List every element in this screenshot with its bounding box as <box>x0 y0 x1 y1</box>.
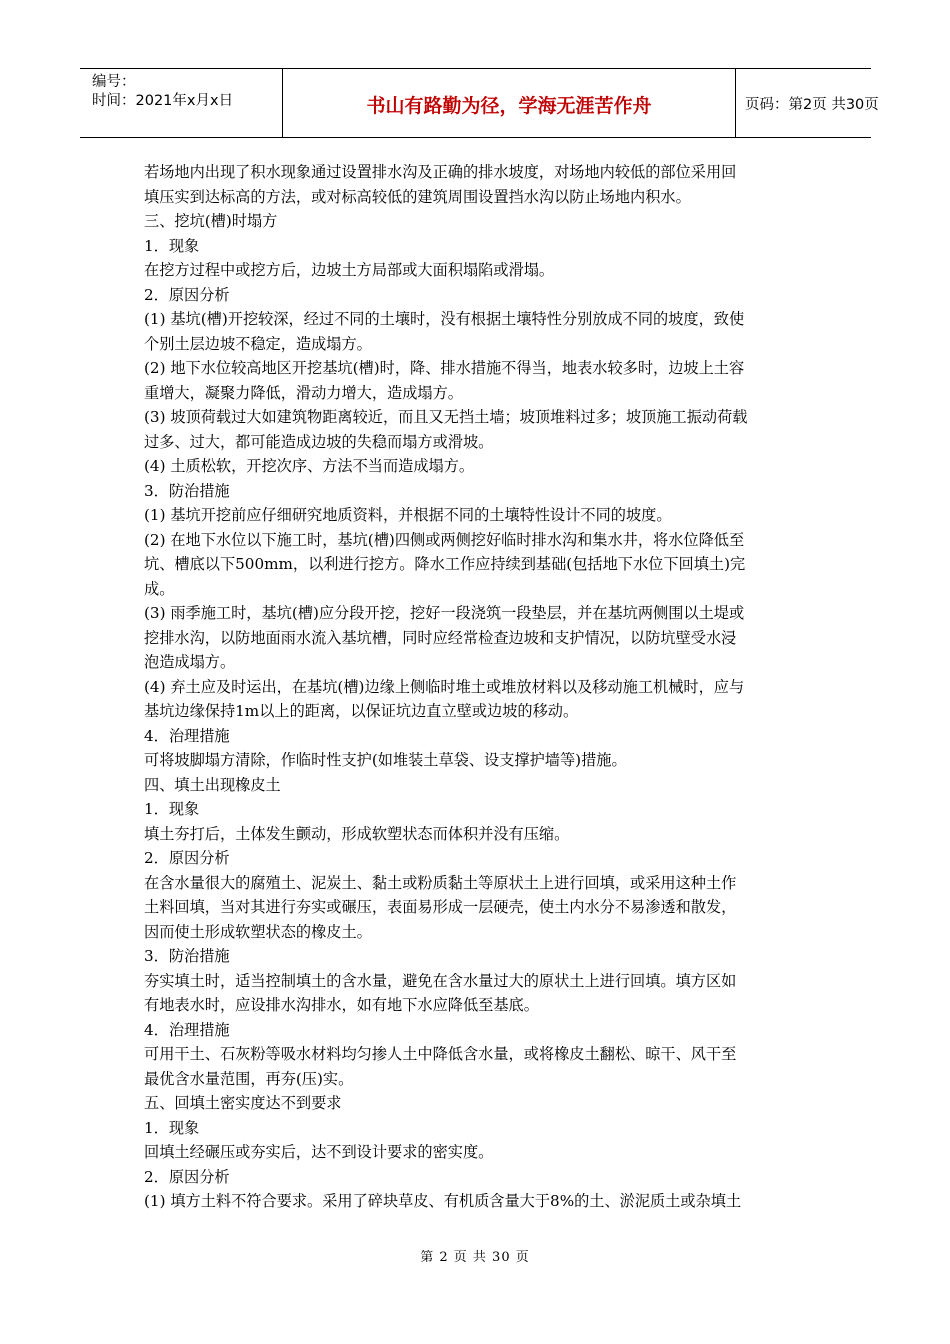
body-line: 重增大，凝聚力降低，滑动力增大，造成塌方。 <box>144 383 463 402</box>
header-page-info: 页码：第2页 共30页 <box>745 96 879 113</box>
body-line: 1．现象 <box>144 800 200 818</box>
header-meta <box>80 69 282 137</box>
body-line: (4) 土质松软，开挖次序、方法不当而造成塌方。 <box>144 457 475 475</box>
body-line: 最优含水量范围，再夯(压)实。 <box>144 1069 354 1088</box>
body-line: 1．现象 <box>144 1118 200 1137</box>
body-line: 3．防治措施 <box>144 947 230 965</box>
body-line: 夯实填土时，适当控制填土的含水量，避免在含水量过大的原状土上进行回填。填方区如 <box>144 971 737 990</box>
body-line: 个别土层边坡不稳定，造成塌方。 <box>144 334 372 353</box>
body-line: 过多、过大，都可能造成边坡的失稳而塌方或滑坡。 <box>144 432 494 451</box>
body-line: (2) 地下水位较高地区开挖基坑(槽)时，降、排水措施不得当，地表水较多时，边坡上土容 <box>144 359 745 377</box>
body-line: 在挖方过程中或挖方后，边坡土方局部或大面积塌陷或滑塌。 <box>144 261 555 279</box>
body-line: (1) 填方土料不符合要求。采用了碎块草皮、有机质含量大于8%的土、淤泥质土或杂填土 <box>144 1192 742 1210</box>
body-line: (2) 在地下水位以下施工时，基坑(槽)四侧或两侧挖好临时排水沟和集水井，将水位降低至 <box>144 530 745 549</box>
body-line: 可用干土、石灰粉等吸水材料均匀掺人土中降低含水量，或将橡皮土翻松、晾干、风干至 <box>144 1045 737 1063</box>
body-line: 填压实到达标高的方法，或对标高较低的建筑周围设置挡水沟以防止场地内积水。 <box>144 187 691 206</box>
body-line: 3．防治措施 <box>144 481 230 500</box>
body-line: (3) 坡顶荷载过大如建筑物距离较近，而且又无挡土墙；坡顶堆料过多；坡顶施工振动荷载 <box>144 408 748 426</box>
document-body <box>144 160 810 1214</box>
body-line: 在含水量很大的腐殖土、泥炭土、黏土或粉质黏土等原状土上进行回填，或采用这种土作 <box>144 873 737 892</box>
body-line: 坑、槽底以下500mm，以利进行挖方。降水工作应持续到基础(包括地下水位下回填土)完 <box>144 555 746 573</box>
body-line: 回填土经碾压或夯实后，达不到设计要求的密实度。 <box>144 1143 494 1161</box>
body-line: 2．原因分析 <box>144 1167 230 1186</box>
body-line: 成。 <box>144 579 175 598</box>
body-line: 三、挖坑(槽)时塌方 <box>144 212 278 230</box>
body-line: 4．治理措施 <box>144 1020 230 1039</box>
body-line: 泡造成塌方。 <box>144 653 236 671</box>
body-line: 可将坡脚塌方清除，作临时性支护(如堆装土草袋、设支撑护墙等)措施。 <box>144 751 627 769</box>
body-line: 挖排水沟，以防地面雨水流入基坑槽，同时应经常检查边坡和支护情况，以防坑壁受水浸 <box>144 628 737 647</box>
body-line: 2．原因分析 <box>144 849 230 867</box>
body-line: 因而使土形成软塑状态的橡皮土。 <box>144 922 372 941</box>
body-line: 4．治理措施 <box>144 726 230 745</box>
header-motto: 书山有路勤为径，学海无涯苦作舟 <box>282 69 736 137</box>
body-line: (3) 雨季施工时，基坑(槽)应分段开挖，挖好一段浇筑一段垫层，并在基坑两侧围以土堤或 <box>144 604 745 622</box>
body-line: (1) 基坑(槽)开挖较深，经过不同的土壤时，没有根据土壤特性分别放成不同的坡度，致使 <box>144 310 745 328</box>
body-line: 填土夯打后，土体发生颤动，形成软塑状态而体积并没有压缩。 <box>144 824 570 843</box>
body-line: 若场地内出现了积水现象通过设置排水沟及正确的排水坡度，对场地内较低的部位采用回 <box>144 163 737 181</box>
body-line: (1) 基坑开挖前应仔细研究地质资料，并根据不同的土壤特性设计不同的坡度。 <box>144 506 672 524</box>
body-line: 四、填土出现橡皮土 <box>144 775 281 794</box>
page-footer: 第 2 页 共 30 页 <box>420 1250 530 1265</box>
body-line: 五、回填土密实度达不到要求 <box>144 1094 342 1112</box>
body-line: 1．现象 <box>144 236 200 255</box>
page-header <box>80 68 879 138</box>
body-line: 基坑边缘保持1m以上的距离，以保证坑边直立壁或边坡的移动。 <box>144 702 579 720</box>
body-line: (4) 弃土应及时运出，在基坑(槽)边缘上侧临时堆土或堆放材料以及移动施工机械时，应与 <box>144 677 745 696</box>
body-line: 2．原因分析 <box>144 285 230 304</box>
serial-label: 编号： <box>92 74 136 90</box>
body-line: 有地表水时，应设排水沟排水，如有地下水应降低至基底。 <box>144 996 539 1014</box>
date-line: 时间：2021年x月x日 <box>92 93 234 109</box>
body-line: 土料回填，当对其进行夯实或碾压，表面易形成一层硬壳，使土内水分不易渗透和散发， <box>144 898 737 916</box>
